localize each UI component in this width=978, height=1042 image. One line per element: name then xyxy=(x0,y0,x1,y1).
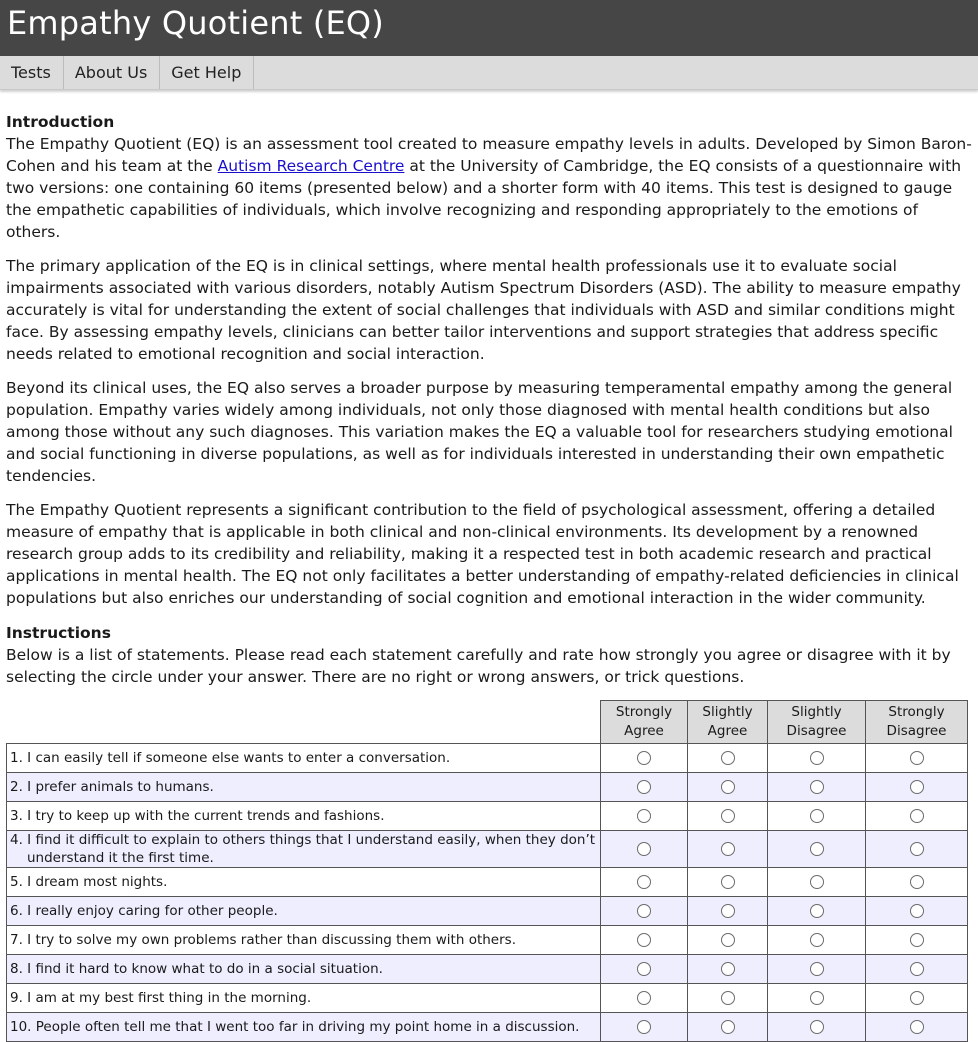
answer-cell xyxy=(688,955,768,984)
intro-paragraph-3: Beyond its clinical uses, the EQ also serves a broader purpose by measuring temperamental empathy among the general population. Empathy varies widely among individuals, not only those diagnosed with mental health conditions but also among those without any such diagnoses. This variation makes the EQ a valuable tool for researchers studying emotional and social functioning in diverse populations, as well as for individuals interested in understanding their own empathetic tendencies. xyxy=(6,379,953,485)
introduction-heading: Introduction xyxy=(6,113,115,131)
radio-strongly-disagree[interactable] xyxy=(910,809,924,823)
table-row xyxy=(7,984,968,1013)
table-row xyxy=(7,802,968,831)
column-header-line: Agree xyxy=(624,723,664,739)
column-header-line: Disagree xyxy=(886,723,947,739)
answer-cell xyxy=(688,831,768,868)
answer-cell xyxy=(601,984,688,1013)
radio-strongly-agree[interactable] xyxy=(637,809,651,823)
radio-strongly-agree[interactable] xyxy=(637,751,651,765)
answer-cell xyxy=(768,984,866,1013)
answer-cell xyxy=(768,744,866,773)
intro-paragraph-4: The Empathy Quotient represents a significant contribution to the field of psychological assessment, offering a detailed measure of empathy that is applicable in both clinical and non-clinical environments. Its development by a renowned research group adds to its credibility and reliability, making it a respected test in both academic research and practical applications in mental health. The EQ not only facilitates a better understanding of empathy-related deficiencies in clinical populations but also enriches our understanding of social cognition and emotional interaction in the wider community. xyxy=(6,501,959,607)
radio-slightly-agree[interactable] xyxy=(721,809,735,823)
radio-slightly-disagree[interactable] xyxy=(810,1020,824,1034)
column-header-slightly-disagree xyxy=(768,701,866,744)
answer-cell xyxy=(768,831,866,868)
answer-cell xyxy=(688,802,768,831)
radio-strongly-disagree[interactable] xyxy=(910,904,924,918)
radio-strongly-disagree[interactable] xyxy=(910,875,924,889)
nav-item-about-us[interactable]: About Us xyxy=(64,56,160,89)
radio-slightly-disagree[interactable] xyxy=(810,780,824,794)
answer-cell xyxy=(601,744,688,773)
answer-cell xyxy=(688,984,768,1013)
answer-cell xyxy=(601,955,688,984)
table-row xyxy=(7,773,968,802)
answer-cell xyxy=(768,1013,866,1042)
answer-cell xyxy=(866,955,968,984)
instructions-heading: Instructions xyxy=(6,624,111,642)
radio-slightly-disagree[interactable] xyxy=(810,904,824,918)
answer-cell xyxy=(866,868,968,897)
nav-bar xyxy=(0,56,978,90)
answer-cell xyxy=(866,897,968,926)
question-text: 10. People often tell me that I went too far in driving my point home in a discussion. xyxy=(7,1013,601,1042)
main-content xyxy=(0,111,978,1042)
column-header-line: Slightly xyxy=(702,704,753,720)
radio-slightly-disagree[interactable] xyxy=(810,875,824,889)
answer-cell xyxy=(688,744,768,773)
radio-slightly-disagree[interactable] xyxy=(810,962,824,976)
intro-paragraph-2: The primary application of the EQ is in clinical settings, where mental health professionals use it to evaluate social impairments associated with various disorders, notably Autism Spectrum Disorders (ASD). The ability to measure empathy accurately is vital for understanding the extent of social challenges that individuals with ASD and similar conditions might face. By assessing empathy levels, clinicians can better tailor interventions and support strategies that address specific needs related to emotional recognition and social interaction. xyxy=(6,257,961,363)
radio-slightly-agree[interactable] xyxy=(721,991,735,1005)
column-header-line: Strongly xyxy=(615,704,673,720)
page-title: Empathy Quotient (EQ) xyxy=(7,4,384,42)
table-row xyxy=(7,897,968,926)
question-text: 2. I prefer animals to humans. xyxy=(7,773,601,802)
radio-slightly-disagree[interactable] xyxy=(810,751,824,765)
intro-paragraph-1 xyxy=(6,133,972,243)
nav-item-tests[interactable]: Tests xyxy=(0,56,64,89)
answer-cell xyxy=(601,802,688,831)
table-row xyxy=(7,1013,968,1042)
radio-strongly-agree[interactable] xyxy=(637,1020,651,1034)
answer-cell xyxy=(866,831,968,868)
answer-cell xyxy=(688,926,768,955)
nav-item-get-help[interactable]: Get Help xyxy=(160,56,254,89)
answer-cell xyxy=(866,802,968,831)
instructions-text: Below is a list of statements. Please read each statement carefully and rate how strongly you agree or disagree with it by selecting the circle under your answer. There are no right or wrong answers, or trick questions. xyxy=(6,646,951,686)
answer-cell xyxy=(768,773,866,802)
answer-cell xyxy=(688,1013,768,1042)
question-text: 3. I try to keep up with the current trends and fashions. xyxy=(7,802,601,831)
radio-strongly-disagree[interactable] xyxy=(910,933,924,947)
answer-cell xyxy=(866,926,968,955)
column-header-slightly-agree xyxy=(688,701,768,744)
answer-cell xyxy=(768,868,866,897)
answer-cell xyxy=(768,802,866,831)
radio-strongly-agree[interactable] xyxy=(637,904,651,918)
column-header-strongly-agree xyxy=(601,701,688,744)
radio-slightly-agree[interactable] xyxy=(721,875,735,889)
question-text: 1. I can easily tell if someone else wants to enter a conversation. xyxy=(7,744,601,773)
table-row xyxy=(7,955,968,984)
table-row xyxy=(7,868,968,897)
radio-strongly-disagree[interactable] xyxy=(910,780,924,794)
table-row xyxy=(7,831,968,868)
blank-header-cell xyxy=(7,701,601,744)
answer-cell xyxy=(768,926,866,955)
table-header-row xyxy=(7,701,968,744)
answer-cell xyxy=(768,955,866,984)
radio-strongly-disagree[interactable] xyxy=(910,751,924,765)
answer-cell xyxy=(866,744,968,773)
radio-slightly-agree[interactable] xyxy=(721,780,735,794)
answer-cell xyxy=(601,897,688,926)
question-text: 4. I find it difficult to explain to others things that I understand easily, when they don’t understand it the first time. xyxy=(7,831,601,868)
question-text: 9. I am at my best first thing in the morning. xyxy=(7,984,601,1013)
radio-strongly-disagree[interactable] xyxy=(910,991,924,1005)
radio-slightly-agree[interactable] xyxy=(721,962,735,976)
table-row xyxy=(7,926,968,955)
column-header-line: Slightly xyxy=(791,704,842,720)
answer-cell xyxy=(866,773,968,802)
column-header-line: Strongly xyxy=(888,704,945,720)
table-row xyxy=(7,744,968,773)
radio-slightly-disagree[interactable] xyxy=(810,933,824,947)
column-header-line: Disagree xyxy=(786,723,847,739)
intro-p1-text-after: at the University of Cambridge, the EQ consists of a questionnaire with two versions: one containing 60 items (presented below) and a shorter form with 40 items. This test is designed to gauge the empathetic capabilities of individuals, which involve recognizing and responding appropriately to the emotions of others. xyxy=(6,157,962,241)
intro-p1-text-before: The Empathy Quotient (EQ) is an assessment tool created to measure empathy levels in adults. Developed by Simon Baron-Cohen and his team at the xyxy=(6,135,972,175)
radio-slightly-disagree[interactable] xyxy=(810,842,824,856)
answer-cell xyxy=(688,773,768,802)
radio-strongly-agree[interactable] xyxy=(637,842,651,856)
questionnaire-table xyxy=(6,700,968,1042)
answer-cell xyxy=(866,984,968,1013)
radio-slightly-agree[interactable] xyxy=(721,904,735,918)
question-text: 5. I dream most nights. xyxy=(7,868,601,897)
radio-slightly-agree[interactable] xyxy=(721,842,735,856)
radio-slightly-disagree[interactable] xyxy=(810,991,824,1005)
answer-cell xyxy=(866,1013,968,1042)
question-text: 6. I really enjoy caring for other people. xyxy=(7,897,601,926)
radio-slightly-disagree[interactable] xyxy=(810,809,824,823)
answer-cell xyxy=(601,773,688,802)
question-text: 7. I try to solve my own problems rather than discussing them with others. xyxy=(7,926,601,955)
column-header-line: Agree xyxy=(707,723,748,739)
radio-strongly-disagree[interactable] xyxy=(910,842,924,856)
radio-strongly-agree[interactable] xyxy=(637,991,651,1005)
autism-research-centre-link[interactable]: Autism Research Centre xyxy=(217,157,405,175)
page-header xyxy=(0,0,978,56)
radio-strongly-agree[interactable] xyxy=(637,962,651,976)
radio-strongly-agree[interactable] xyxy=(637,933,651,947)
column-header-strongly-disagree xyxy=(866,701,968,744)
radio-slightly-agree[interactable] xyxy=(721,751,735,765)
answer-cell xyxy=(601,831,688,868)
radio-strongly-agree[interactable] xyxy=(637,780,651,794)
answer-cell xyxy=(688,868,768,897)
question-text: 8. I find it hard to know what to do in a social situation. xyxy=(7,955,601,984)
answer-cell xyxy=(601,1013,688,1042)
answer-cell xyxy=(601,868,688,897)
radio-slightly-agree[interactable] xyxy=(721,933,735,947)
answer-cell xyxy=(768,897,866,926)
answer-cell xyxy=(601,926,688,955)
radio-strongly-agree[interactable] xyxy=(637,875,651,889)
answer-cell xyxy=(688,897,768,926)
radio-slightly-agree[interactable] xyxy=(721,1020,735,1034)
radio-strongly-disagree[interactable] xyxy=(910,1020,924,1034)
radio-strongly-disagree[interactable] xyxy=(910,962,924,976)
